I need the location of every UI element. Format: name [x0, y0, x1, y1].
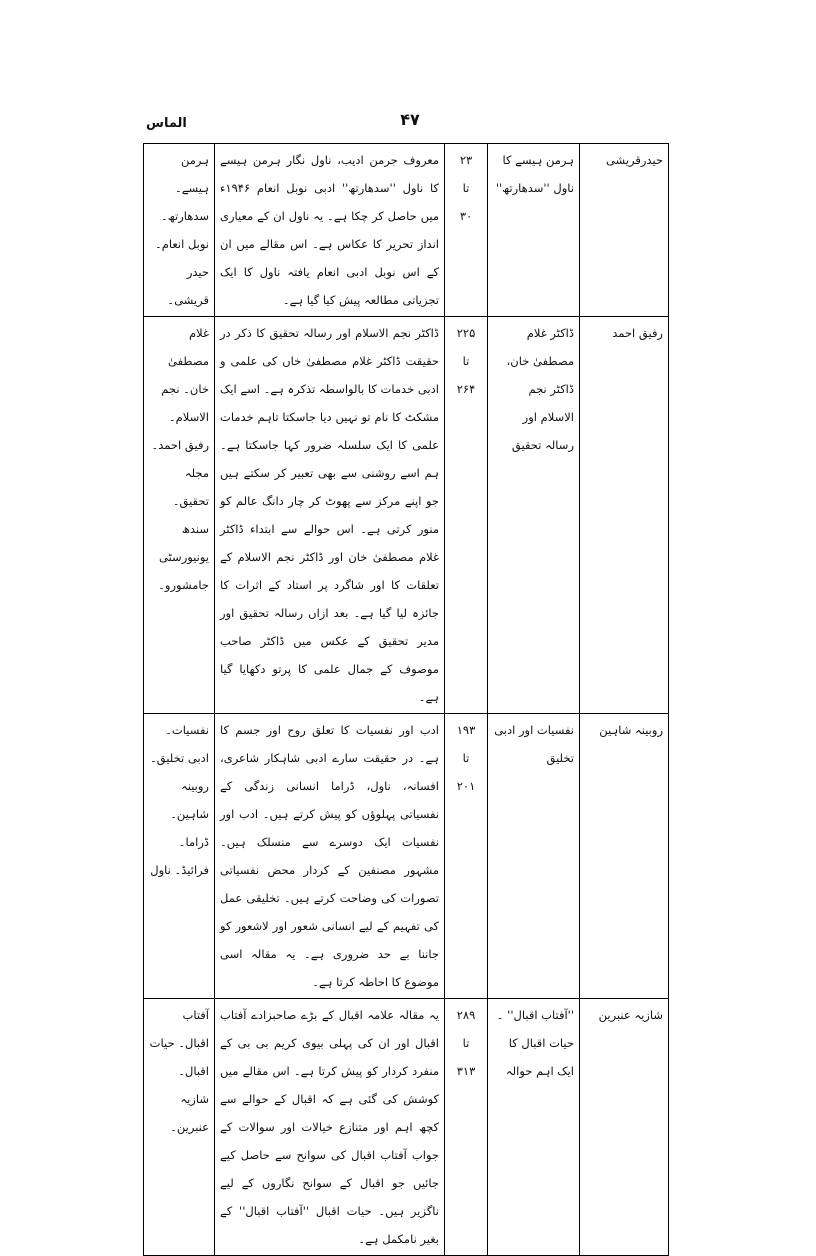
pages-cell	[445, 317, 488, 714]
summary-cell: ڈاکٹر نجم الاسلام اور رسالہ تحقیق کا ذکر در حقیقت ڈاکٹر غلام مصطفیٰ خاں کی علمی و ادبی خدمات کا بالواسطہ تذکرہ ہے۔ اسے ایک مشکٹ کا نام تو نہیں دیا جاسکتا تاہم خدمات علمی کا ایک سلسلہ ضرور کہا جاسکتا ہے۔ ہم اسے روشنی سے بھی تعبیر کر سکتے ہیں جو اپنے مرکز سے پھوٹ کر چار دانگ عالم کو منور کرتی ہے۔ اس حوالے سے ابتداء ڈاکٹر غلام مصطفیٰ خان اور ڈاکٹر نجم الاسلام کے تعلقات کا اور شاگرد پر استاد کے اثرات کا جائزہ لیا گیا ہے۔ بعد ازاں رسالہ تحقیق اور مدیر تحقیق کے عکس میں ڈاکٹر صاحب موصوف کے جمال علمی کا پرتو دکھایا گیا ہے۔	[215, 317, 445, 714]
title-cell: ''آفتاب اقبال'' ۔ حیات اقبال کا ایک اہم حوالہ	[488, 999, 580, 1256]
keywords-cell: نفسیات۔ ادبی تخلیق۔ روبینہ شاہین۔ ڈراما۔ فرائیڈ۔ ناول	[144, 714, 215, 999]
page-to: تا	[462, 1036, 470, 1050]
page-end: ۲۰۱	[456, 779, 476, 793]
page-to: تا	[462, 181, 470, 195]
page-to: تا	[462, 751, 470, 765]
author-cell: رفیق احمد	[580, 317, 669, 714]
page-to: تا	[462, 354, 470, 368]
page-start: ۲۳	[459, 153, 473, 167]
article-index-table	[143, 143, 669, 1256]
page-start: ۱۹۳	[456, 723, 476, 737]
title-cell: نفسیات اور ادبی تخلیق	[488, 714, 580, 999]
author-cell: روبینہ شاہین	[580, 714, 669, 999]
table-row	[144, 144, 669, 317]
page-start: ۲۲۵	[456, 326, 476, 340]
page-end: ۲۶۴	[456, 382, 476, 396]
keywords-cell: ہرمن ہیسے۔ سدھارتھ۔ نوبل انعام۔ حیدر قریشی۔	[144, 144, 215, 317]
title-cell: ہرمن ہیسے کا ناول ''سدھارتھ''	[488, 144, 580, 317]
page-end: ۳۱۳	[456, 1064, 476, 1078]
author-cell: حیدرقریشی	[580, 144, 669, 317]
summary-cell: یہ مقالہ علامہ اقبال کے بڑے صاحبزادے آفتاب اقبال اور ان کی پہلی بیوی کریم بی بی کے منفرد کردار کو پیش کرتا ہے۔ اس مقالے میں کوشش کی گئی ہے کہ اقبال کے حوالے سے کچھ اہم اور متنازع خیالات اور سوالات کے جواب آفتاب اقبال کی سوانح سے حاصل کیے جائیں جو اقبال کے سوانح نگاروں کے لیے ناگزیر ہیں۔ حیات اقبال ''آفتاب اقبال'' کے بغیر نامکمل ہے۔	[215, 999, 445, 1256]
summary-cell: ادب اور نفسیات کا تعلق روح اور جسم کا ہے۔ در حقیقت سارے ادبی شاہکار شاعری، افسانہ، ناول، ڈراما انسانی زندگی کے نفسیاتی پہلوؤں کو پیش کرتے ہیں۔ ادب اور نفسیات ایک دوسرے سے منسلک ہیں۔ مشہور مصنفین کے کردار محض نفسیاتی تصورات کی وضاحت کرتے ہیں۔ تخلیقی عمل کی تفہیم کے لیے انسانی شعور اور لاشعور کو جاننا بے حد ضروری ہے۔ یہ مقالہ اسی موضوع کا احاطہ کرتا ہے۔	[215, 714, 445, 999]
table-row	[144, 317, 669, 714]
page-start: ۲۸۹	[456, 1008, 476, 1022]
pages-cell	[445, 999, 488, 1256]
pages-cell	[445, 714, 488, 999]
author-cell: شازیہ عنبرین	[580, 999, 669, 1256]
page-end: ۳۰	[459, 209, 473, 223]
keywords-cell: غلام مصطفیٰ خان۔ نجم الاسلام۔ رفیق احمد۔ مجلہ تحقیق۔ سندھ یونیورسٹی جامشورو۔	[144, 317, 215, 714]
summary-cell: معروف جرمن ادیب، ناول نگار ہرمن ہیسے کا ناول ''سدھارتھ'' ادبی نوبل انعام ۱۹۴۶ء میں حاصل کر چکا ہے۔ یہ ناول ان کے معیاری انداز تحریر کا عکاس ہے۔ اس مقالے میں ان کے اس نوبل ادبی انعام یافتہ ناول کا ایک تجزیاتی مطالعہ پیش کیا گیا ہے۔	[215, 144, 445, 317]
table-row	[144, 714, 669, 999]
keywords-cell: آفتاب اقبال۔ حیات اقبال۔ شازیہ عنبرین۔	[144, 999, 215, 1256]
table-row	[144, 999, 669, 1256]
title-cell: ڈاکٹر غلام مصطفیٰ خان، ڈاکٹر نجم الاسلام اور رسالہ تحقیق	[488, 317, 580, 714]
journal-name: الماس	[146, 116, 187, 131]
page-number: ۴۷	[400, 110, 420, 129]
pages-cell	[445, 144, 488, 317]
